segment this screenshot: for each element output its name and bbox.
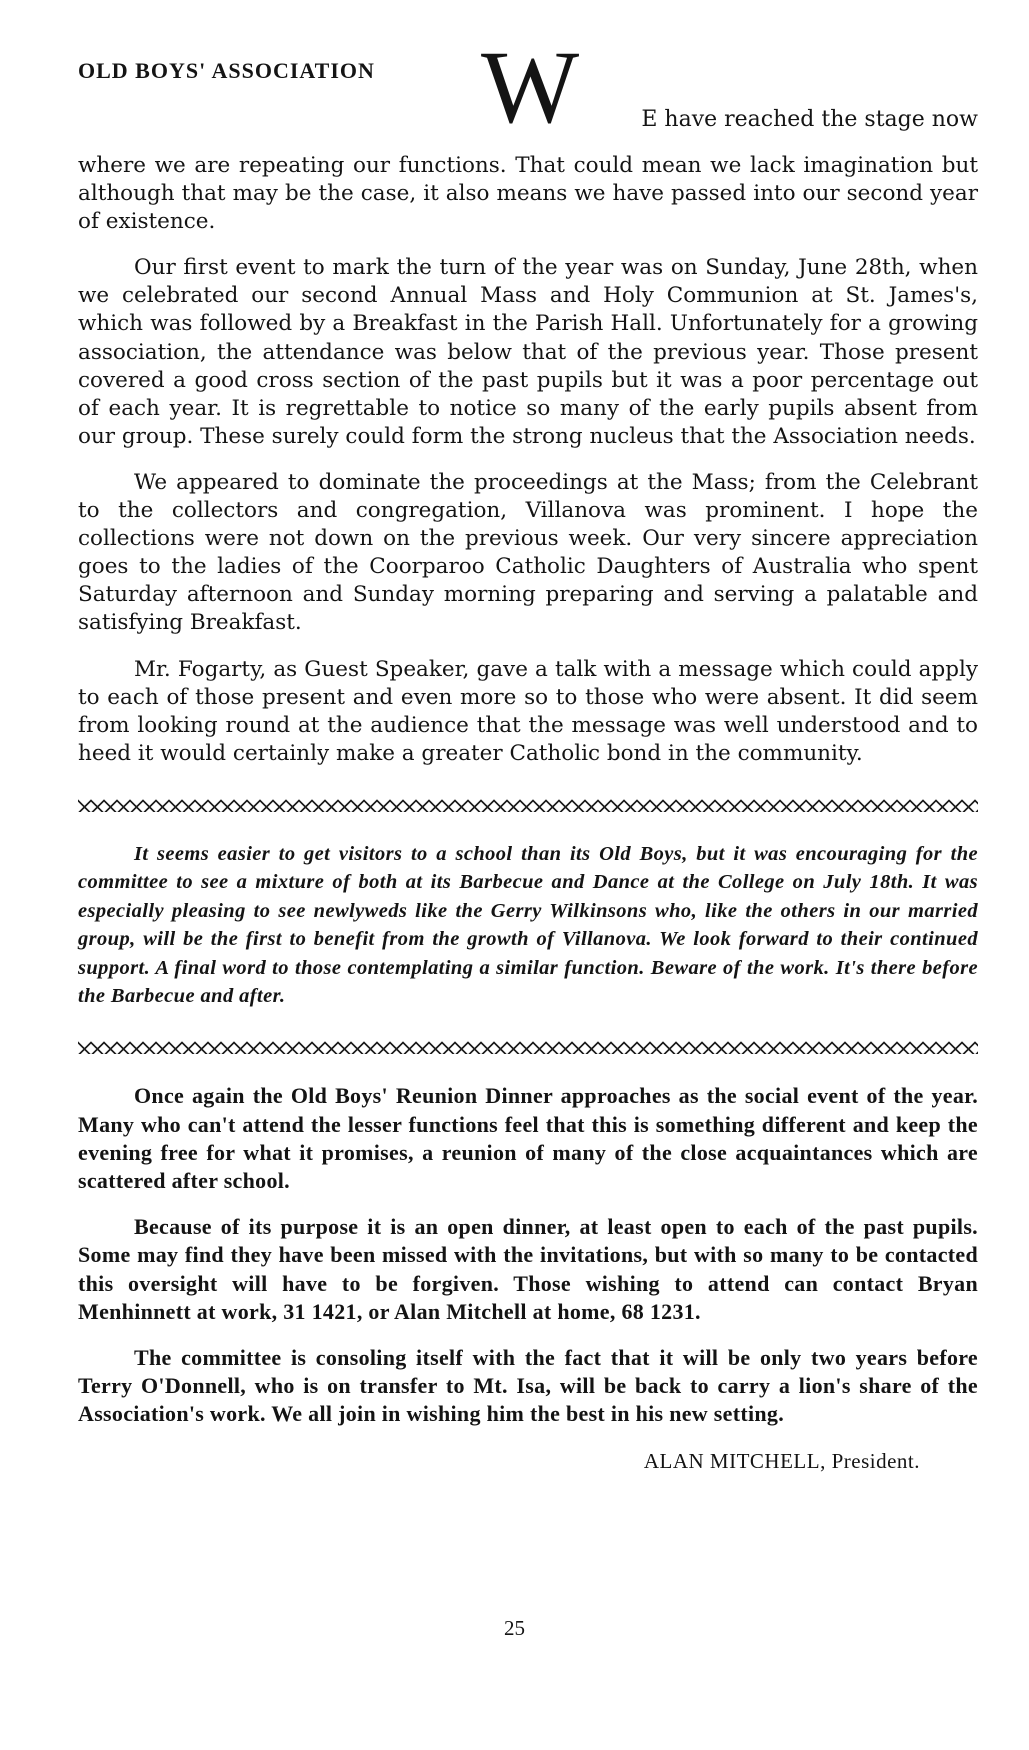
page-number: 25 (504, 1616, 525, 1640)
signature: ALAN MITCHELL, President. (643, 1448, 920, 1473)
barbecue-note: It seems easier to get visitors to a school than its Old Boys, but it was encouraging for the committee to see a mixture of both at its Barbecue and Dance at the College on July 18th. It was especially pleasing to see newlyweds like the Gerry Wilkinsons who, like the others in our married group, will be the first to benefit from the growth of Villanova. We look forward to their continued support. A final word to those contemplating a similar function. Beware of the work. It's there before the Barbecue and after. (78, 842, 978, 1007)
paragraph-reunion-dinner: Once again the Old Boys' Reunion Dinner approaches as the social event of the year. Many who can't attend the lesser functions feel that this is something different and keep the evening free for what it promises, a reunion of many of the close acquaintances which are scattered after school. (78, 1083, 978, 1193)
paragraph-mass: Our first event to mark the turn of the year was on Sunday, June 28th, when we celebrated our second Annual Mass and Holy Communion at St. James's, which was followed by a Breakfast in the Parish Hall. Unfortunately for a growing association, the attendance was below that of the previous year. Those present covered a good cross section of the past pupils but it was a poor percentage out of each year. It is regrettable to notice so many of the early pupils absent from our group. These surely could form the strong nucleus that the Association needs. (78, 255, 978, 449)
ornamental-divider-bottom (78, 1040, 978, 1054)
article-header (78, 30, 978, 152)
intro-paragraph: where we are repeating our functions. That could mean we lack imagination but although that may be the case, it also means we have passed into our second year of existence. (78, 153, 978, 235)
paragraph-committee: The committee is consoling itself with the fact that it will be only two years before Terry O'Donnell, who is on transfer to Mt. Isa, will be back to carry a lion's share of the Association's work. We all join in wishing him the best in his new setting. (78, 1344, 978, 1427)
ornamental-divider-top (78, 798, 978, 812)
paragraph-proceedings: We appeared to dominate the proceedings at the Mass; from the Celebrant to the collectors and congregation, Villanova was prominent. I hope the collections were not down on the previous week. Our very sincere appreciation goes to the ladies of the Coorparoo Catholic Daughters of Australia who spent Saturday afternoon and Sunday morning preparing and serving a palatable and satisfying Breakfast. (78, 469, 978, 636)
article-heading: OLD BOYS' ASSOCIATION (78, 58, 375, 83)
first-line: E have reached the stage now (641, 107, 978, 132)
article (78, 30, 978, 1474)
drop-cap: W (481, 30, 580, 145)
paragraph-open-dinner: Because of its purpose it is an open dinner, at least open to each of the past pupils. Some may find they have been missed with the invitations, but with so many to be contacted this oversight will have to be forgiven. Those wishing to attend can contact Bryan Menhinnett at work, 31 1421, or Alan Mitchell at home, 68 1231. (78, 1214, 978, 1324)
paragraph-guest-speaker: Mr. Fogarty, as Guest Speaker, gave a talk with a message which could apply to each of those present and even more so to those who were absent. It did seem from looking round at the audience that the message was well understood and to heed it would certainly make a greater Catholic bond in the community. (78, 656, 978, 766)
